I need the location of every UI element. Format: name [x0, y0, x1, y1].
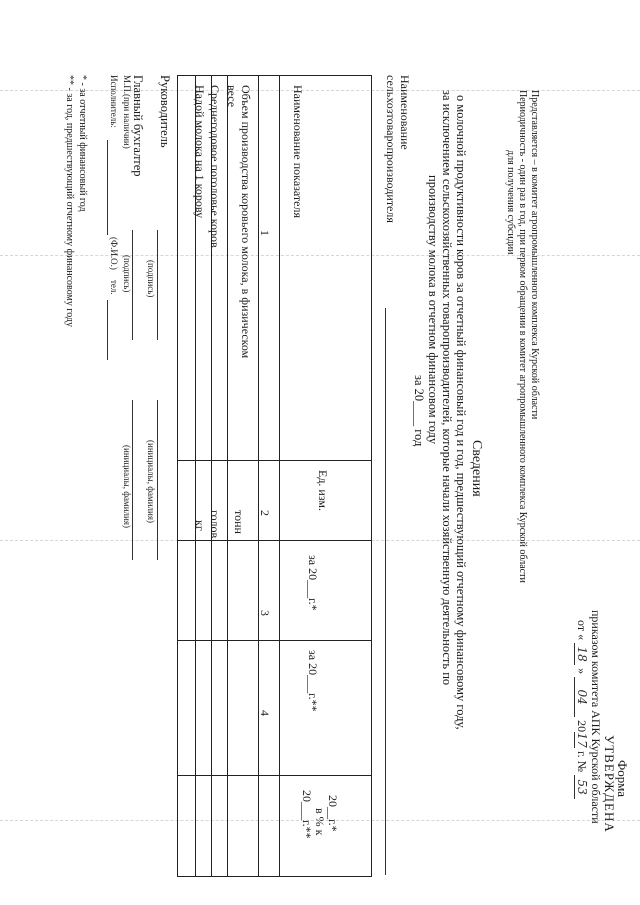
row-label-herd-size: Среднегодовое поголовье коров: [208, 85, 222, 248]
executor-phone-line: [107, 300, 108, 360]
order-number-prefix: г. №: [575, 751, 589, 773]
row-unit: голов: [208, 510, 222, 539]
head-signature-line: [157, 230, 158, 340]
column-number: 1: [258, 230, 272, 236]
order-number-handwritten: 53: [574, 775, 589, 799]
column-header-percent: 20___г.**: [300, 790, 314, 839]
accountant-name-line: [132, 400, 133, 560]
row-label-milk-yield: Надой молока на 1 корову: [193, 85, 207, 219]
date-separator: »: [575, 668, 589, 675]
head-signature-label: Руководитель: [158, 75, 172, 148]
signature-caption: (подпись): [122, 255, 132, 293]
column-header-percent: в % к: [313, 808, 327, 836]
executor-phone-label: тел.: [109, 280, 119, 295]
document-subtitle-line: о молочной продуктивности коров за отчетный финансовый год и год, предшествующий отчетному финансовому году,: [454, 95, 468, 730]
date-month-handwritten: 04: [574, 677, 589, 717]
seal-place-label: М.П.(при наличии): [122, 75, 132, 149]
column-number: 2: [258, 510, 272, 516]
executor-name-caption: (Ф.И.О.): [109, 237, 119, 270]
name-caption: (инициалы, фамилия): [122, 445, 132, 528]
row-unit: кг: [193, 520, 207, 531]
column-header-reporting-year: за 20___г.*: [306, 555, 320, 611]
footnote-previous-year: ** - за год, предшествующий отчетному финансовому году: [64, 75, 75, 327]
accountant-signature-line: [132, 230, 133, 340]
document-title: Сведения: [469, 440, 484, 497]
executor-name-line: [107, 140, 108, 235]
subsidy-note: для получения субсидии: [505, 150, 516, 255]
column-header-previous-year: за 20___г.**: [306, 650, 320, 712]
date-year-handwritten: 17: [575, 732, 589, 748]
signature-caption: (подпись): [146, 260, 156, 298]
row-unit: тонн: [232, 510, 246, 534]
approved-stamp-text: УТВЕРЖДЕНА: [602, 735, 617, 833]
column-header-percent: 20__г.*: [326, 795, 340, 832]
producer-name-label: Наименование: [398, 75, 412, 150]
producer-name-label-2: сельхозтоваропроизводителя: [384, 75, 398, 223]
producer-name-field-line: [385, 308, 386, 875]
form-label: Форма: [615, 760, 630, 797]
executor-label: Исполнитель:: [109, 75, 119, 128]
approval-order-line: приказом комитета АПК Курской области: [589, 610, 603, 824]
report-year-line: за 20____ год: [412, 375, 426, 447]
date-prefix: от «: [575, 620, 589, 641]
row-label-milk-volume-cont: весе: [225, 85, 239, 108]
submission-note: Представляется – в комитет агропромышленного комплекса Курской области: [529, 90, 540, 420]
approval-date-line: [574, 620, 589, 799]
date-year-prefix: 20: [575, 720, 589, 733]
chief-accountant-label: Главный бухгалтер: [131, 75, 145, 177]
document-subtitle-line: производству молока в отчетном финансовом году: [426, 175, 440, 445]
column-number: 4: [258, 710, 272, 716]
head-name-line: [157, 400, 158, 560]
periodicity-note: Периодичность - один раз в год, при первом обращении в комитет агропромышленного комплекса Курской области: [517, 90, 528, 583]
column-header-indicator: Наименование показателя: [291, 85, 305, 218]
document-subtitle-line: за исключением сельскохозяйственных товаропроизводителей, которые начали хозяйственную деятельность по: [440, 90, 454, 686]
date-day-handwritten: 18: [574, 643, 589, 665]
footnote-reporting-year: * - за отчетный финансовый год: [77, 75, 88, 212]
row-label-milk-volume: Объем производства коровьего молока, в физическом: [239, 85, 253, 359]
column-number: 3: [258, 610, 272, 616]
name-caption: (инициалы, фамилия): [146, 440, 156, 523]
column-header-unit: Ед. изм.: [316, 470, 330, 512]
